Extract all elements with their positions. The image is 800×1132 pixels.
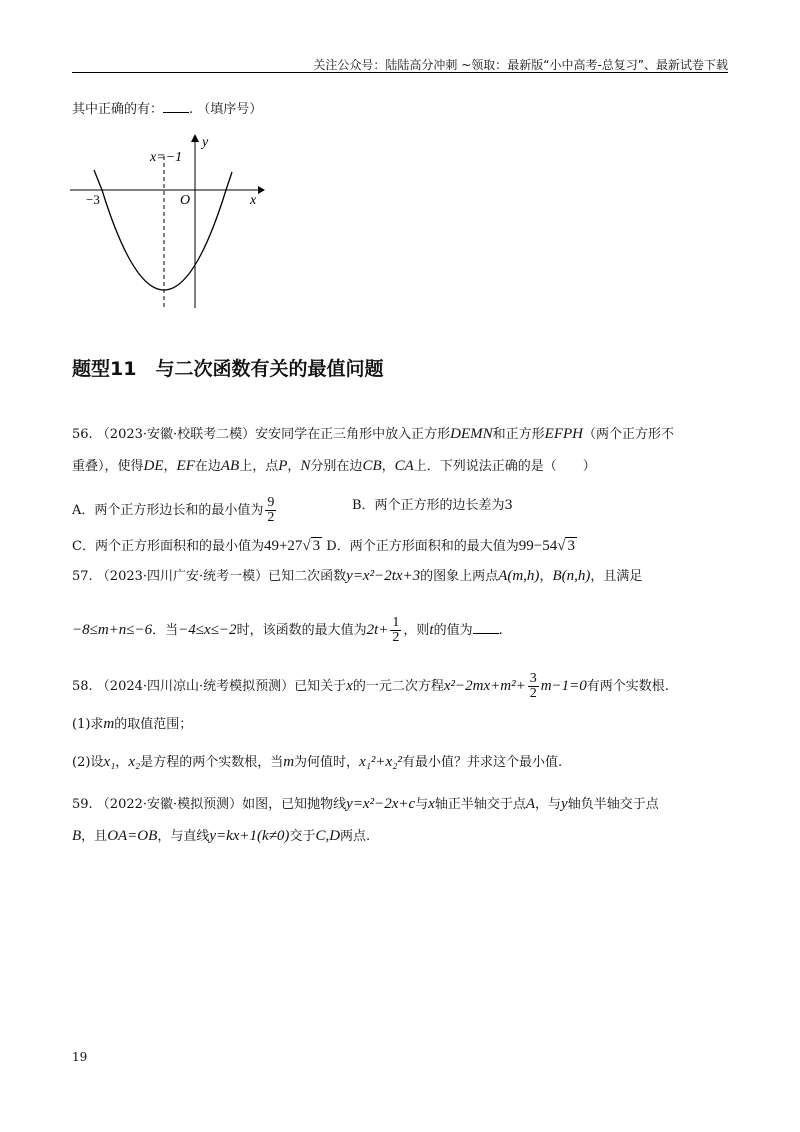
x-label: x: [250, 193, 257, 208]
q59-line2: B，且OA=OB，与直线y=kx+1(k≠0)交于C,D两点.: [72, 828, 371, 844]
q56-options-cd: C．两个正方形面积和的最小值为49+27√ 3 D．两个正方形面积和的最大值为99−54√ 3: [72, 538, 575, 554]
parabola-left-tail: [94, 170, 102, 190]
sqrt-sign: √: [302, 538, 311, 554]
header-rule: [72, 72, 728, 73]
prev-question-line: 其中正确的有： . （填序号）: [72, 102, 263, 117]
origin-label: O: [180, 193, 191, 208]
vertex-label: x=−1: [150, 150, 183, 165]
q57-line1: 57. （2023·四川广安·统考一模）已知二次函数y=x²−2tx+3的图象上两点A(m,h)，B(n,h)，且满足: [72, 568, 643, 584]
q56-line1: 56. （2023·安徽·校联考二模）安安同学在正三角形中放入正方形DEMN和正方形EFPH（两个正方形不: [72, 426, 675, 442]
y-label: y: [202, 135, 209, 150]
q58-line1: 58. （2024·四川凉山·统考模拟预测）已知关于x的一元二次方程x²−2mx+m²+ $\frac{3}{2}$ m−1=0有两个实数根.: [72, 671, 669, 701]
q56-line2: 重叠），使得DE，EF在边AB上，点P，N分别在边CB，CA上．下列说法正确的是（ ）: [72, 458, 596, 474]
section-title: 题型11 与二次函数有关的最值问题: [72, 358, 384, 380]
q57-line2: −8≤m+n≤−6．当−4≤x≤−2时，该函数的最大值为2t+ $\frac{1}{2}$ ，则t的值为 .: [72, 615, 503, 645]
q58-part1: (1)求m的取值范围；: [72, 716, 193, 732]
q58-part2: (2)设x₁，x₂是方程的两个实数根，当m为何值时，x₁²+x₂²有最小值？并求这个最小值.: [72, 754, 563, 770]
x-axis-arrow: [258, 186, 265, 194]
frac-9-2: $\frac{9}{2}$: [267, 495, 275, 525]
q59-line1: 59. （2022·安徽·模拟预测）如图，已知抛物线y=x²−2x+c与x轴正半轴交于点A，与y轴负半轴交于点: [72, 796, 659, 812]
q56-options-ab: [72, 495, 513, 525]
answer-blank: [163, 100, 189, 113]
q56-option-a: A．两个正方形边长和的最小值为 $\frac{9}{2}$: [72, 495, 275, 525]
parabola-graph: [66, 130, 266, 315]
sqrt-sign: √: [557, 538, 566, 554]
y-axis-arrow: [191, 134, 199, 142]
q56-option-b: B．两个正方形的边长差为3: [352, 498, 513, 513]
answer-blank: [473, 621, 499, 634]
parabola-right-tail: [226, 172, 232, 190]
frac-1-2: $\frac{1}{2}$: [392, 615, 400, 645]
frac-3-2: $\frac{3}{2}$: [529, 671, 537, 701]
page-header: 关注公众号：陆陆高分冲刺 ~领取：最新版“小中高考-总复习”、最新试卷下载: [313, 58, 728, 72]
root-label: −3: [86, 192, 100, 207]
page-number: 19: [72, 1050, 88, 1064]
